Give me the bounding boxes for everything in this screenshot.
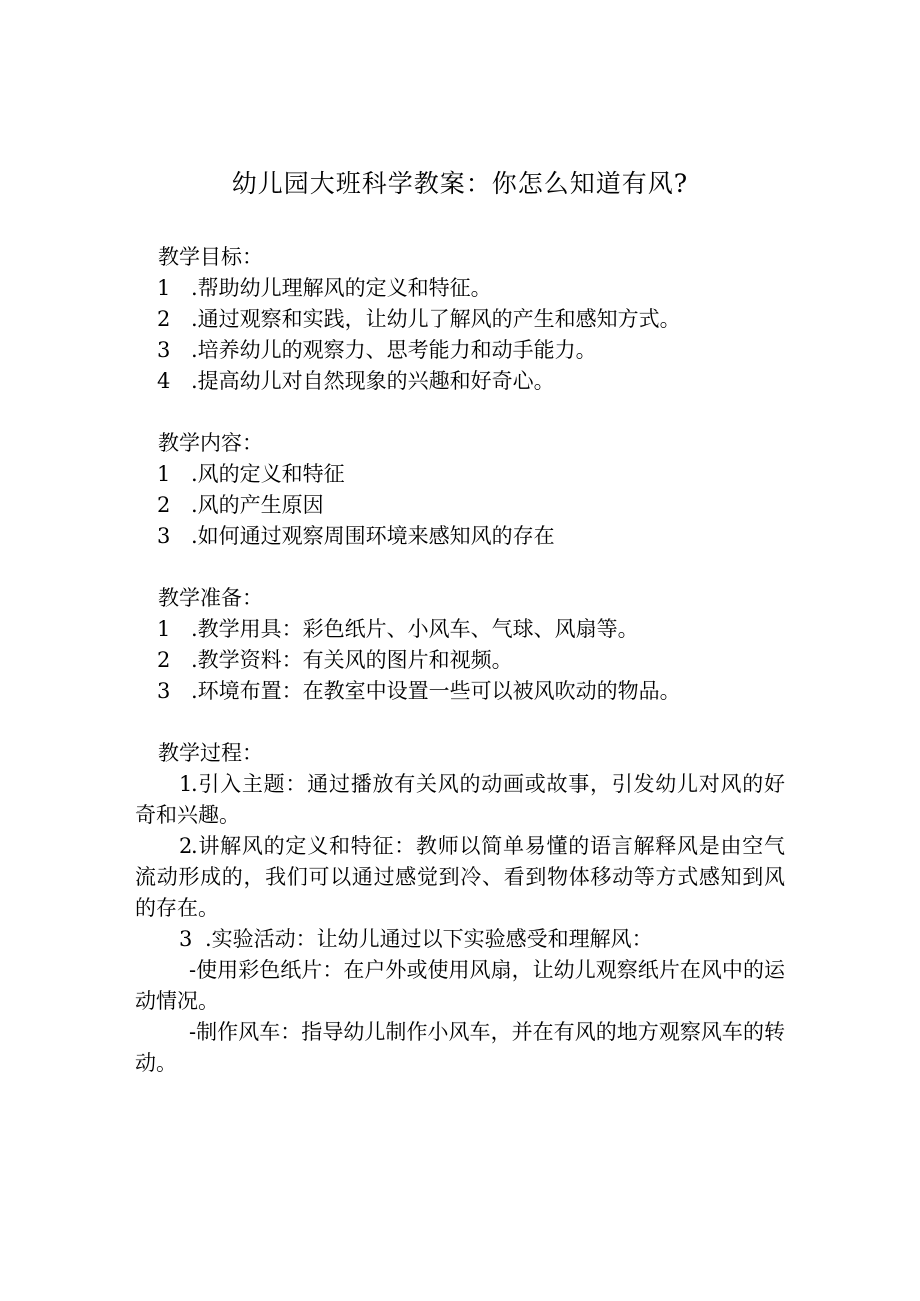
paragraph-item bbox=[135, 831, 785, 924]
list-item bbox=[135, 521, 785, 552]
item-number: 1 bbox=[157, 462, 171, 486]
item-number: 4 bbox=[157, 369, 171, 393]
section-heading-content: 教学内容： bbox=[158, 431, 263, 455]
item-text: .提高幼儿对自然现象的兴趣和好奇心。 bbox=[191, 369, 555, 393]
sub-item: -使用彩色纸片：在户外或使用风扇，让幼儿观察纸片在风中的运动情况。 bbox=[135, 958, 785, 1013]
item-number: 3 bbox=[157, 524, 171, 548]
sub-item: -制作风车：指导幼儿制作小风车，并在有风的地方观察风车的转动。 bbox=[135, 1020, 785, 1075]
list-item bbox=[135, 614, 785, 645]
document-body bbox=[135, 242, 785, 1079]
list-item bbox=[135, 304, 785, 335]
list-item bbox=[135, 490, 785, 521]
item-text: .通过观察和实践，让幼儿了解风的产生和感知方式。 bbox=[191, 307, 681, 331]
item-text: .教学资料：有关风的图片和视频。 bbox=[191, 648, 513, 672]
list-item bbox=[135, 676, 785, 707]
item-text: .帮助幼儿理解风的定义和特征。 bbox=[191, 276, 492, 300]
list-item bbox=[135, 273, 785, 304]
item-text: .实验活动：让幼儿通过以下实验感受和理解风： bbox=[205, 927, 653, 951]
list-item bbox=[135, 459, 785, 490]
section-gap bbox=[135, 552, 785, 583]
document-title: 幼儿园大班科学教案：你怎么知道有风? bbox=[231, 169, 689, 198]
item-number: 3 bbox=[179, 927, 193, 951]
item-text: .讲解风的定义和特征：教师以简单易懂的语言解释风是由空气流动形成的，我们可以通过感觉到冷、看到物体移动等方式感知到风的存在。 bbox=[135, 834, 785, 920]
item-text: .环境布置：在教室中设置一些可以被风吹动的物品。 bbox=[191, 679, 681, 703]
item-number: 1 bbox=[179, 772, 193, 796]
section-heading-preparation: 教学准备： bbox=[158, 586, 263, 610]
item-text: .如何通过观察周围环境来感知风的存在 bbox=[191, 524, 555, 548]
section-heading-process: 教学过程： bbox=[158, 741, 263, 765]
item-number: 1 bbox=[157, 617, 171, 641]
list-item bbox=[135, 335, 785, 366]
item-number: 2 bbox=[179, 834, 193, 858]
item-text: .培养幼儿的观察力、思考能力和动手能力。 bbox=[191, 338, 597, 362]
item-number: 3 bbox=[157, 338, 171, 362]
item-number: 1 bbox=[157, 276, 171, 300]
item-number: 2 bbox=[157, 493, 171, 517]
section-heading-goals: 教学目标： bbox=[158, 245, 263, 269]
item-text: .教学用具：彩色纸片、小风车、气球、风扇等。 bbox=[191, 617, 639, 641]
item-number: 3 bbox=[157, 679, 171, 703]
item-text: .风的定义和特征 bbox=[191, 462, 345, 486]
paragraph-item bbox=[135, 924, 785, 955]
section-gap bbox=[135, 397, 785, 428]
section-gap bbox=[135, 707, 785, 738]
paragraph-item bbox=[135, 769, 785, 831]
list-item bbox=[135, 366, 785, 397]
item-number: 2 bbox=[157, 307, 171, 331]
list-item bbox=[135, 645, 785, 676]
item-text: .引入主题：通过播放有关风的动画或故事，引发幼儿对风的好奇和兴趣。 bbox=[135, 772, 785, 827]
item-number: 2 bbox=[157, 648, 171, 672]
item-text: .风的产生原因 bbox=[191, 493, 324, 517]
